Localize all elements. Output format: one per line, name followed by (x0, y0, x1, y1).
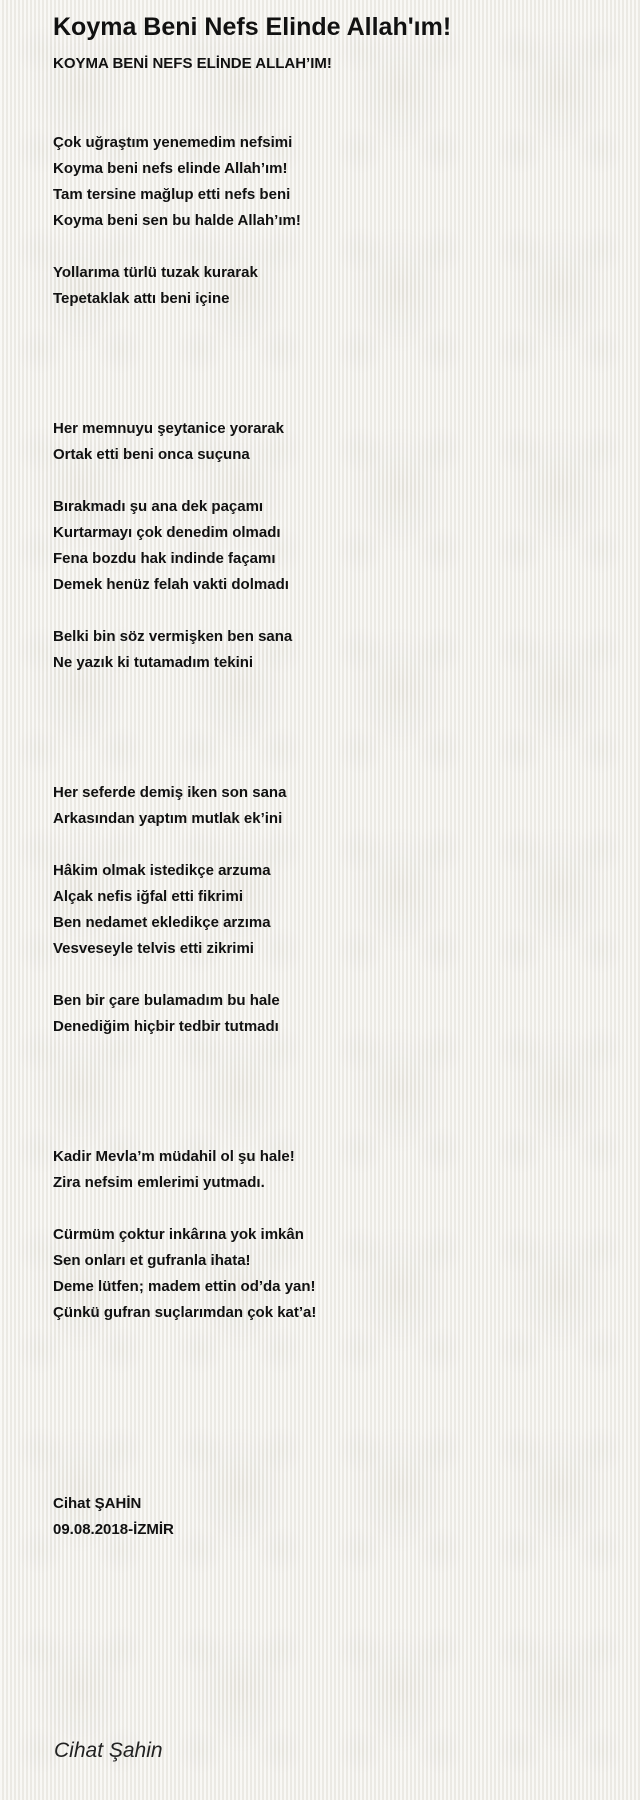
poem-line: Her seferde demiş iken son sana (53, 784, 287, 801)
poem-line: Alçak nefis iğfal etti fikrimi (53, 888, 244, 905)
poem-line: Fena bozdu hak indinde façamı (53, 550, 276, 567)
poem-line: Belki bin söz vermişken ben sana (53, 628, 293, 645)
poem-line: Ben bir çare bulamadım bu hale (53, 992, 280, 1009)
poem-line: Zira nefsim emlerimi yutmadı. (53, 1174, 265, 1191)
poem-line: Her memnuyu şeytanice yorarak (53, 420, 284, 437)
stanza-4 (53, 494, 613, 598)
poem-line: Hâkim olmak istedikçe arzuma (53, 862, 271, 879)
poem-line: Arkasından yaptım mutlak ek’ini (53, 810, 283, 827)
poem-line: Demek henüz felah vakti dolmadı (53, 576, 289, 593)
poem-subtitle: KOYMA BENİ NEFS ELİNDE ALLAH’IM! (53, 55, 332, 72)
poem-line: Koyma beni nefs elinde Allah’ım! (53, 160, 288, 177)
stanza-5 (53, 624, 613, 676)
author-signature: Cihat Şahin (54, 1739, 163, 1762)
poem-body (53, 130, 613, 1352)
poem-title: Koyma Beni Nefs Elinde Allah'ım! (53, 13, 452, 41)
poem-line: Çok uğraştım yenemedim nefsimi (53, 134, 293, 151)
poem-line: Kurtarmayı çok denedim olmadı (53, 524, 281, 541)
poem-line: Bırakmadı şu ana dek paçamı (53, 498, 264, 515)
stanza-3 (53, 416, 613, 468)
poem-line: Kadir Mevla’m müdahil ol şu hale! (53, 1148, 295, 1165)
poem-line: Ortak etti beni onca suçuna (53, 446, 250, 463)
poem-line: Yollarıma türlü tuzak kurarak (53, 264, 258, 281)
stanza-7 (53, 858, 613, 962)
poem-line: Vesveseyle telvis etti zikrimi (53, 940, 254, 957)
poem-line: Çünkü gufran suçlarımdan çok kat’a! (53, 1304, 317, 1321)
poem-line: Deme lütfen; madem ettin od’da yan! (53, 1278, 316, 1295)
poem-line: Tepetaklak attı beni içine (53, 290, 230, 307)
stanza-1 (53, 130, 613, 234)
poem-line: Ne yazık ki tutamadım tekini (53, 654, 254, 671)
author-date-place: 09.08.2018-İZMİR (53, 1521, 174, 1538)
poem-line: Tam tersine mağlup etti nefs beni (53, 186, 291, 203)
stanza-9 (53, 1144, 613, 1196)
poem-line: Denediğim hiçbir tedbir tutmadı (53, 1018, 279, 1035)
author-block (53, 1491, 174, 1543)
stanza-6 (53, 780, 613, 832)
author-name: Cihat ŞAHİN (53, 1495, 142, 1512)
stanza-10 (53, 1222, 613, 1326)
stanza-8 (53, 988, 613, 1040)
stanza-2 (53, 260, 613, 312)
poem-line: Cürmüm çoktur inkârına yok imkân (53, 1226, 304, 1243)
poem-line: Ben nedamet ekledikçe arzıma (53, 914, 271, 931)
poem-line: Koyma beni sen bu halde Allah’ım! (53, 212, 301, 229)
poem-line: Sen onları et gufranla ihata! (53, 1252, 251, 1269)
